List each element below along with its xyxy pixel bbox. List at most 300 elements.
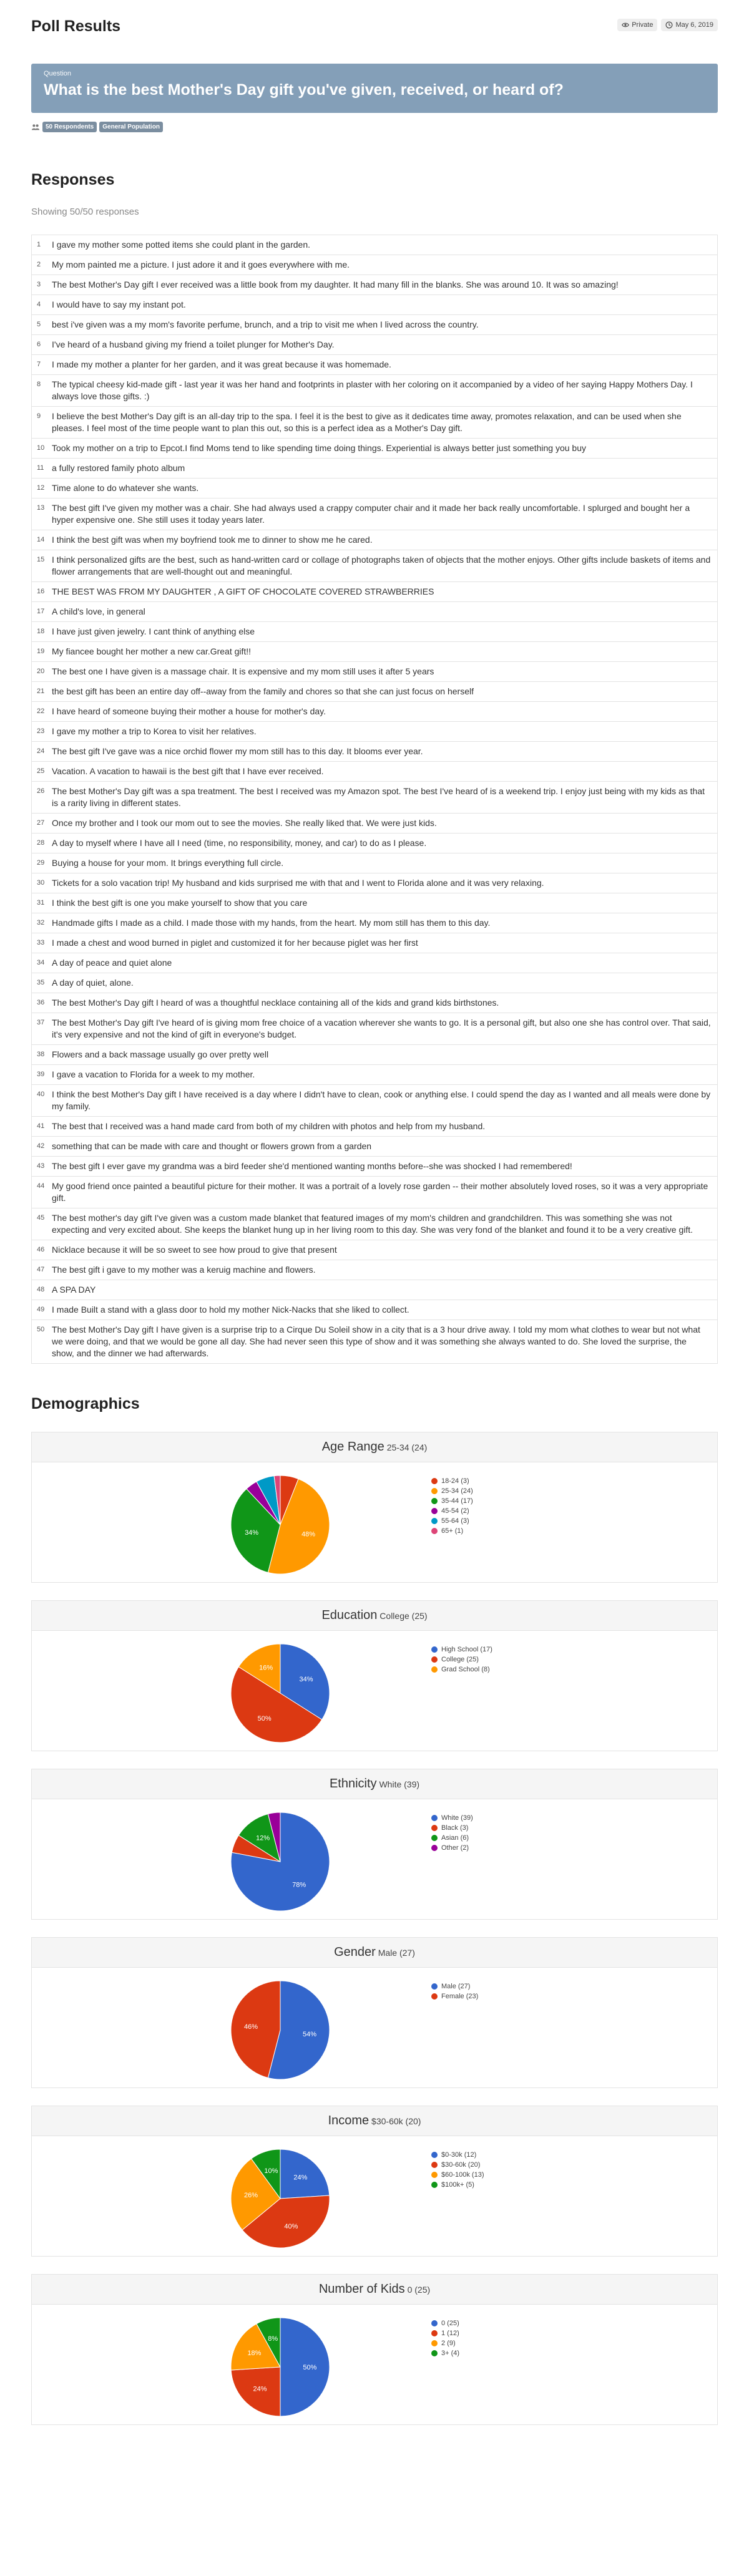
response-text: The best Mother's Day gift I have given is a surprise trip to a Cirque Du Soleil show in a city that is a 3 hour drive away. I told my mom what clothes to wear but not what we were doing, and that we would be gone all day. She had never seen this type of show and it was something she always wanted to do. She loved the surprise, the show, and the dinner we had afterwards. — [52, 1324, 700, 1358]
response-number: 33 — [37, 939, 45, 946]
chart-legend — [431, 1813, 473, 1853]
response-text: Flowers and a back massage usually go over pretty well — [52, 1049, 269, 1059]
legend-item[interactable] — [431, 1813, 473, 1823]
response-text: I think the best gift is one you make yourself to show that you care — [52, 898, 308, 908]
chart-header — [32, 1938, 717, 1968]
chart-title: Age Range — [321, 1440, 384, 1454]
legend-swatch — [431, 1835, 438, 1841]
chart-header — [32, 1432, 717, 1462]
response-row — [31, 1208, 718, 1240]
pie-slice-label: 34% — [299, 1676, 313, 1684]
legend-item[interactable] — [431, 2328, 459, 2338]
pie-chart — [230, 1643, 330, 1743]
response-text: My good friend once painted a beautiful picture for their mother. It was a portrait of a lovely rose garden -- their mother absolutely loved roses, so it was a very appropriate gift. — [52, 1181, 708, 1203]
response-row — [31, 1320, 718, 1364]
legend-item[interactable] — [431, 1655, 492, 1665]
response-row — [31, 853, 718, 873]
response-text: I made a chest and wood burned in piglet and customized it for her because piglet was her first — [52, 938, 418, 948]
response-row — [31, 973, 718, 993]
pie-chart — [230, 2149, 330, 2248]
date-label: May 6, 2019 — [675, 21, 713, 29]
legend-label: 1 (12) — [441, 2330, 459, 2337]
response-number: 36 — [37, 999, 45, 1006]
legend-label: 45-54 (2) — [441, 1507, 469, 1515]
response-row — [31, 1013, 718, 1045]
chart-card — [31, 2106, 718, 2257]
response-row — [31, 814, 718, 834]
response-row — [31, 834, 718, 853]
response-row — [31, 255, 718, 275]
legend-item[interactable] — [431, 1506, 473, 1516]
response-number: 38 — [37, 1051, 45, 1058]
legend-swatch — [431, 2172, 438, 2178]
date-badge — [661, 19, 718, 31]
response-text: A day of peace and quiet alone — [52, 958, 172, 968]
response-text: I believe the best Mother's Day gift is an all-day trip to the spa. I feel it is the best to give as it dedicates time away, promotes relaxation, and can be used when she pleases. I feel most of the time people want to plan this out, so this is a perfect idea as a Mother's Day gift. — [52, 411, 682, 433]
chart-subtitle: 25-34 (24) — [386, 1442, 428, 1452]
response-row — [31, 275, 718, 295]
response-text: I think the best gift was when my boyfriend took me to dinner to show me he cared. — [52, 535, 373, 545]
pie-slice-label: 24% — [293, 2174, 308, 2182]
response-row — [31, 642, 718, 662]
pie-slice-label: 26% — [243, 2192, 258, 2200]
response-number: 19 — [37, 648, 45, 655]
pie-slice-label: 48% — [301, 1530, 316, 1538]
response-text: Vacation. A vacation to hawaii is the best gift that I have ever received. — [52, 766, 324, 776]
legend-label: Asian (6) — [441, 1834, 469, 1842]
response-row — [31, 407, 718, 439]
legend-item[interactable] — [431, 1991, 478, 2001]
chart-header — [32, 2275, 717, 2305]
chart-subtitle: $30-60k (20) — [371, 2116, 421, 2126]
pie-slice-label: 8% — [268, 2335, 278, 2343]
response-number: 37 — [37, 1019, 45, 1026]
response-row — [31, 1157, 718, 1177]
response-text: A child's love, in general — [52, 606, 145, 616]
response-number: 31 — [37, 899, 45, 906]
response-text: best i've given was a my mom's favorite perfume, brunch, and a trip to visit me when I lived across the country. — [52, 319, 479, 329]
chart-header — [32, 1601, 717, 1631]
chart-subtitle: Male (27) — [378, 1948, 415, 1958]
respondents-badge: 50 Respondents — [42, 122, 97, 132]
response-row — [31, 782, 718, 814]
chart-header — [32, 2106, 717, 2136]
legend-label: 0 (25) — [441, 2320, 459, 2327]
response-text: Tickets for a solo vacation trip! My husband and kids surprised me with that and I went to Florida alone and it was very relaxing. — [52, 878, 544, 888]
response-number: 13 — [37, 504, 45, 512]
response-number: 16 — [37, 588, 45, 595]
chart-legend — [431, 2150, 484, 2190]
pie-slice-label: 78% — [292, 1881, 306, 1889]
response-number: 39 — [37, 1071, 45, 1078]
legend-label: 55-64 (3) — [441, 1517, 469, 1525]
pie-slice-label: 50% — [257, 1715, 272, 1723]
legend-item[interactable] — [431, 1645, 492, 1655]
legend-item[interactable] — [431, 1981, 478, 1991]
legend-label: Other (2) — [441, 1844, 469, 1852]
response-text: The best one I have given is a massage chair. It is expensive and my mom still uses it after 5 years — [52, 666, 434, 676]
response-number: 11 — [37, 464, 44, 472]
legend-swatch — [431, 1815, 438, 1821]
response-row — [31, 335, 718, 355]
legend-item[interactable] — [431, 2338, 459, 2348]
response-row — [31, 622, 718, 642]
response-number: 26 — [37, 787, 45, 795]
legend-swatch — [431, 1825, 438, 1831]
response-row — [31, 913, 718, 933]
response-row — [31, 375, 718, 407]
response-number: 9 — [37, 412, 41, 420]
chart-card — [31, 2274, 718, 2425]
response-row — [31, 602, 718, 622]
response-row — [31, 315, 718, 335]
pie-slice-label: 46% — [243, 2023, 258, 2031]
legend-label: White (39) — [441, 1814, 473, 1822]
response-text: The best gift I've given my mother was a chair. She had always used a crappy computer chair and it made her back really uncomfortable. I splurged and bought her a hyper expensive one. She still uses it today years later. — [52, 503, 690, 525]
chart-body — [32, 1462, 717, 1583]
response-text: Once my brother and I took our mom out to see the movies. She really liked that. We were just kids. — [52, 818, 437, 828]
chart-subtitle: White (39) — [379, 1779, 420, 1789]
response-text: I gave a vacation to Florida for a week to my mother. — [52, 1069, 255, 1079]
legend-item[interactable] — [431, 1496, 473, 1506]
chart-title: Gender — [334, 1945, 376, 1959]
response-text: A SPA DAY — [52, 1285, 96, 1295]
population-badge: General Population — [99, 122, 163, 132]
pie-slice-label: 50% — [303, 2364, 317, 2371]
pie-chart — [230, 1812, 330, 1912]
response-text: A day of quiet, alone. — [52, 978, 134, 988]
users-icon — [31, 123, 40, 132]
response-row — [31, 1177, 718, 1208]
response-row — [31, 1117, 718, 1137]
legend-label: High School (17) — [441, 1646, 492, 1653]
response-text: The typical cheesy kid-made gift - last year it was her hand and footprints in plaster with her coloring on it accompanied by a video of her saying Happy Mothers Day. I always love those gifts. :) — [52, 379, 693, 401]
response-number: 43 — [37, 1162, 45, 1170]
response-number: 17 — [37, 608, 45, 615]
response-number: 25 — [37, 767, 45, 775]
response-row — [31, 295, 718, 315]
legend-swatch — [431, 1656, 438, 1663]
response-number: 5 — [37, 321, 41, 328]
chart-legend — [431, 1476, 473, 1536]
question-box — [31, 64, 718, 113]
legend-swatch — [431, 1528, 438, 1534]
legend-swatch — [431, 1518, 438, 1524]
response-number: 21 — [37, 688, 45, 695]
response-row — [31, 1240, 718, 1260]
response-text: A day to myself where I have all I need (time, no responsibility, money, and car) to do as I please. — [52, 838, 427, 848]
legend-label: 18-24 (3) — [441, 1477, 469, 1485]
response-text: The best gift I ever gave my grandma was a bird feeder she'd mentioned wanting months before--she was shocked I had remembered! — [52, 1161, 572, 1171]
response-number: 22 — [37, 707, 45, 715]
response-text: I have just given jewelry. I cant think of anything else — [52, 626, 255, 636]
legend-label: 25-34 (24) — [441, 1487, 473, 1495]
response-number: 35 — [37, 979, 45, 986]
response-text: the best gift has been an entire day off--away from the family and chores so that she can just focus on herself — [52, 686, 474, 696]
legend-swatch — [431, 2340, 438, 2346]
legend-swatch — [431, 2152, 438, 2158]
pie-chart — [230, 1980, 330, 2080]
legend-swatch — [431, 2182, 438, 2188]
response-number: 6 — [37, 341, 41, 348]
legend-label: Black (3) — [441, 1824, 469, 1832]
legend-item[interactable] — [431, 1476, 473, 1486]
response-text: something that can be made with care and thought or flowers grown from a garden — [52, 1141, 372, 1151]
response-text: I gave my mother a trip to Korea to visit her relatives. — [52, 726, 257, 736]
legend-swatch — [431, 1983, 438, 1990]
response-number: 2 — [37, 261, 41, 268]
demographics-heading: Demographics — [31, 1395, 140, 1412]
legend-swatch — [431, 2330, 438, 2336]
response-row — [31, 1065, 718, 1085]
response-row — [31, 479, 718, 498]
response-row — [31, 582, 718, 602]
question-label: Question — [44, 70, 72, 77]
response-row — [31, 873, 718, 893]
response-number: 8 — [37, 381, 41, 388]
legend-swatch — [431, 1993, 438, 2000]
chart-body — [32, 2136, 717, 2257]
chart-legend — [431, 2318, 459, 2358]
legend-label: 2 (9) — [441, 2340, 456, 2347]
response-number: 49 — [37, 1306, 45, 1313]
response-text: Took my mother on a trip to Epcot.I find Moms tend to like spending time doing things. Experiential is always better just something you buy — [52, 443, 586, 453]
legend-item[interactable] — [431, 1486, 473, 1496]
legend-swatch — [431, 1845, 438, 1851]
legend-label: Grad School (8) — [441, 1666, 490, 1673]
response-text: I would have to say my instant pot. — [52, 299, 186, 309]
legend-swatch — [431, 1488, 438, 1494]
response-number: 14 — [37, 536, 45, 543]
response-text: Handmade gifts I made as a child. I made those with my hands, from the heart. My mom still has them to this day. — [52, 918, 491, 928]
pie-slice-label: 54% — [303, 2030, 317, 2038]
response-number: 29 — [37, 859, 45, 867]
chart-header — [32, 1769, 717, 1799]
response-row — [31, 1045, 718, 1065]
legend-swatch — [431, 1666, 438, 1673]
chart-body — [32, 1799, 717, 1920]
response-text: a fully restored family photo album — [52, 463, 185, 473]
response-text: My fiancee bought her mother a new car.Great gift!! — [52, 646, 252, 656]
legend-swatch — [431, 2350, 438, 2356]
visibility-label: Private — [632, 21, 654, 29]
response-number: 10 — [37, 444, 45, 452]
chart-title: Number of Kids — [318, 2282, 405, 2296]
clock-icon — [665, 21, 673, 29]
legend-label: $0-30k (12) — [441, 2151, 477, 2159]
pie-chart — [230, 2317, 330, 2417]
response-text: The best Mother's Day gift I heard of was a thoughtful necklace containing all of the kids and grand kids birthstones. — [52, 998, 499, 1008]
response-row — [31, 550, 718, 582]
chart-body — [32, 1631, 717, 1751]
visibility-badge — [617, 19, 657, 31]
response-row — [31, 530, 718, 550]
chart-legend — [431, 1981, 478, 2001]
response-row — [31, 498, 718, 530]
response-text: I made my mother a planter for her garden, and it was great because it was homemade. — [52, 359, 391, 369]
response-row — [31, 742, 718, 762]
legend-item[interactable] — [431, 1665, 492, 1674]
response-text: The best mother's day gift I've given was a custom made blanket that featured images of my mom's children and grandchildren. This was something she was not expecting and very excited about. She keeps the blanket hung up in her living room to this day. She was very fond of the blanket and found it to be a very creative gift. — [52, 1213, 693, 1235]
response-number: 42 — [37, 1142, 45, 1150]
response-row — [31, 1280, 718, 1300]
response-row — [31, 682, 718, 702]
legend-label: Female (23) — [441, 1993, 479, 2000]
pie-chart — [230, 1475, 330, 1575]
pie-slice-label: 34% — [245, 1529, 259, 1537]
response-text: The best Mother's Day gift I ever received was a little book from my daughter. It had many fill in the blanks. She was around 10. It was so amazing! — [52, 279, 619, 289]
top-bar — [31, 17, 718, 36]
response-number: 46 — [37, 1246, 45, 1253]
response-row — [31, 1085, 718, 1117]
response-text: Time alone to do whatever she wants. — [52, 483, 199, 493]
response-number: 20 — [37, 668, 45, 675]
chart-card — [31, 1769, 718, 1920]
pie-slice-label: 16% — [259, 1664, 273, 1672]
response-number: 47 — [37, 1266, 45, 1273]
response-text: I think personalized gifts are the best, such as hand-written card or collage of photographs taken of objects that the mother enjoys. Other gifts include baskets of items and flower arrangements that are well-thought out and meaningful. — [52, 555, 711, 576]
response-number: 7 — [37, 361, 41, 368]
chart-legend — [431, 1645, 492, 1674]
response-row — [31, 662, 718, 682]
pie-slice-label: 18% — [247, 2350, 262, 2358]
response-number: 15 — [37, 556, 45, 563]
response-text: Buying a house for your mom. It brings everything full circle. — [52, 858, 284, 868]
response-text: Nicklace because it will be so sweet to see how proud to give that present — [52, 1245, 337, 1255]
legend-label: $100k+ (5) — [441, 2181, 474, 2189]
responses-count: Showing 50/50 responses — [31, 207, 139, 217]
response-number: 24 — [37, 747, 45, 755]
response-text: My mom painted me a picture. I just adore it and it goes everywhere with me. — [52, 260, 350, 270]
legend-label: 3+ (4) — [441, 2350, 460, 2357]
response-row — [31, 762, 718, 782]
legend-swatch — [431, 1646, 438, 1653]
legend-swatch — [431, 2162, 438, 2168]
chart-subtitle: College (25) — [379, 1611, 428, 1621]
response-text: I've heard of a husband giving my friend a toilet plunger for Mother's Day. — [52, 339, 335, 349]
response-row — [31, 953, 718, 973]
response-number: 12 — [37, 484, 45, 492]
legend-swatch — [431, 2320, 438, 2326]
response-row — [31, 1260, 718, 1280]
chart-body — [32, 1968, 717, 2088]
responses-list — [31, 235, 718, 1364]
response-text: The best gift i gave to my mother was a keruig machine and flowers. — [52, 1265, 316, 1275]
response-number: 3 — [37, 281, 41, 288]
response-number: 4 — [37, 301, 41, 308]
legend-label: $30-60k (20) — [441, 2161, 481, 2169]
page-container — [31, 0, 718, 2425]
legend-label: 35-44 (17) — [441, 1497, 473, 1505]
chart-body — [32, 2305, 717, 2425]
legend-item[interactable] — [431, 2318, 459, 2328]
question-text: What is the best Mother's Day gift you've given, received, or heard of? — [44, 81, 564, 99]
response-number: 41 — [37, 1122, 45, 1130]
legend-item[interactable] — [431, 1843, 473, 1853]
legend-label: College (25) — [441, 1656, 479, 1663]
response-number: 28 — [37, 839, 45, 847]
response-text: The best that I received was a hand made card from both of my children with photos and help from my husband. — [52, 1121, 486, 1131]
legend-item[interactable] — [431, 1516, 473, 1526]
response-number: 34 — [37, 959, 45, 966]
legend-item[interactable] — [431, 1823, 473, 1833]
response-number: 48 — [37, 1286, 45, 1293]
response-number: 1 — [37, 241, 41, 248]
response-row — [31, 459, 718, 479]
response-number: 18 — [37, 628, 45, 635]
response-row — [31, 933, 718, 953]
response-number: 27 — [37, 819, 45, 827]
chart-title: Education — [321, 1608, 378, 1622]
legend-label: Male (27) — [441, 1983, 471, 1990]
response-row — [31, 1300, 718, 1320]
question-tags — [31, 122, 718, 132]
response-number: 44 — [37, 1182, 45, 1190]
legend-item[interactable] — [431, 2180, 484, 2190]
chart-card — [31, 1937, 718, 2088]
chart-card — [31, 1432, 718, 1583]
response-row — [31, 235, 718, 255]
chart-subtitle: 0 (25) — [407, 2285, 431, 2295]
legend-label: 65+ (1) — [441, 1527, 464, 1535]
response-row — [31, 439, 718, 459]
legend-item[interactable] — [431, 1526, 473, 1536]
response-text: I have heard of someone buying their mother a house for mother's day. — [52, 706, 326, 716]
pie-slice-label: 12% — [256, 1834, 270, 1842]
response-text: I think the best Mother's Day gift I have received is a day where I didn't have to clean, cook or anything else. I could spend the day as I wanted and all meals were done by my family. — [52, 1089, 711, 1111]
response-text: The best gift I've gave was a nice orchid flower my mom still has to this day. It blooms ever year. — [52, 746, 423, 756]
response-text: THE BEST WAS FROM MY DAUGHTER , A GIFT OF CHOCOLATE COVERED STRAWBERRIES — [52, 586, 434, 596]
response-number: 50 — [37, 1326, 45, 1333]
response-text: I gave my mother some potted items she could plant in the garden. — [52, 240, 311, 250]
legend-swatch — [431, 1508, 438, 1514]
legend-item[interactable] — [431, 1833, 473, 1843]
legend-item[interactable] — [431, 2150, 484, 2160]
response-text: I made Built a stand with a glass door to hold my mother Nick-Nacks that she liked to collect. — [52, 1305, 409, 1315]
legend-swatch — [431, 1498, 438, 1504]
response-number: 23 — [37, 727, 45, 735]
response-number: 45 — [37, 1214, 45, 1222]
eye-icon — [622, 21, 629, 29]
response-number: 30 — [37, 879, 45, 887]
legend-item[interactable] — [431, 2348, 459, 2358]
response-row — [31, 893, 718, 913]
chart-card — [31, 1600, 718, 1751]
response-row — [31, 355, 718, 375]
response-row — [31, 1137, 718, 1157]
response-number: 40 — [37, 1091, 45, 1098]
pie-slice-label: 40% — [284, 2223, 298, 2231]
chart-title: Income — [328, 2114, 370, 2127]
pie-slice-label: 10% — [264, 2167, 278, 2175]
response-text: The best Mother's Day gift I've heard of is giving mom free choice of a vacation wherever she wants to go. It is a personal gift, but also one she has control over. That said, it's very expensive and not the kind of gift in everyone's budget. — [52, 1018, 711, 1039]
response-row — [31, 993, 718, 1013]
legend-label: $60-100k (13) — [441, 2171, 484, 2179]
pie-slice-label: 24% — [253, 2385, 267, 2393]
demographics-charts — [31, 1432, 718, 2425]
legend-swatch — [431, 1478, 438, 1484]
chart-title: Ethnicity — [329, 1777, 377, 1791]
response-text: The best Mother's Day gift was a spa treatment. The best I received was my Amazon spot. The best I've heard of is a weekend trip. I enjoy just being with my kids as that is a rarity living in different states. — [52, 786, 705, 808]
response-number: 32 — [37, 919, 45, 926]
meta-pills — [617, 19, 718, 31]
responses-heading: Responses — [31, 171, 115, 188]
response-row — [31, 722, 718, 742]
legend-item[interactable] — [431, 2160, 484, 2170]
page-title: Poll Results — [31, 17, 121, 35]
legend-item[interactable] — [431, 2170, 484, 2180]
response-row — [31, 702, 718, 722]
